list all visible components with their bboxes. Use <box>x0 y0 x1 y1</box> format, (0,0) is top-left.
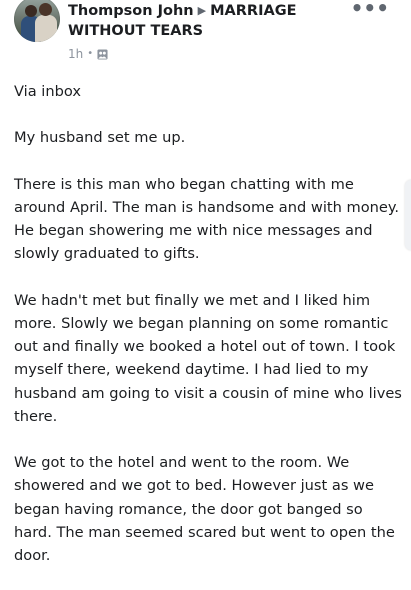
post-header <box>14 0 411 66</box>
post-meta <box>68 46 108 62</box>
group-privacy-icon <box>97 49 108 60</box>
post-paragraph: My husband set me up. <box>14 129 186 147</box>
avatar-person-1-head <box>25 5 37 17</box>
post-paragraph: We hadn't met but finally we met and I liked him more. Slowly we began planning on some romantic out and finally we booked a hotel out of town. I took myself there, weekend daytime. I had lied to my husband am going to visit a cousin of mine who lives there. <box>14 291 402 425</box>
author-name[interactable]: Thompson John <box>68 3 194 19</box>
author-avatar[interactable] <box>14 0 60 42</box>
post-paragraph: There is this man who began chatting with me around April. The man is handsome and with money. He began showering me with nice messages and slowly graduated to gifts. <box>14 175 400 263</box>
post-body <box>14 80 404 590</box>
avatar-person-2-head <box>39 3 52 16</box>
meta-separator: • <box>87 48 94 59</box>
post-timestamp[interactable]: 1h <box>68 47 84 61</box>
right-arrow-icon: ▶ <box>197 4 207 17</box>
post-paragraph: We got to the hotel and went to the room. We showered and we got to bed. However just as we began having romance, the door got banged so hard. The man seemed scared but went to open the door. <box>14 454 395 564</box>
more-options-button[interactable]: ••• <box>350 0 389 20</box>
post-paragraph: Via inbox <box>14 83 81 100</box>
edge-handle[interactable] <box>405 180 411 250</box>
avatar-person-2 <box>35 15 57 42</box>
post-title-line <box>68 1 368 41</box>
group-name[interactable]: MARRIAGE WITHOUT TEARS <box>68 3 297 39</box>
